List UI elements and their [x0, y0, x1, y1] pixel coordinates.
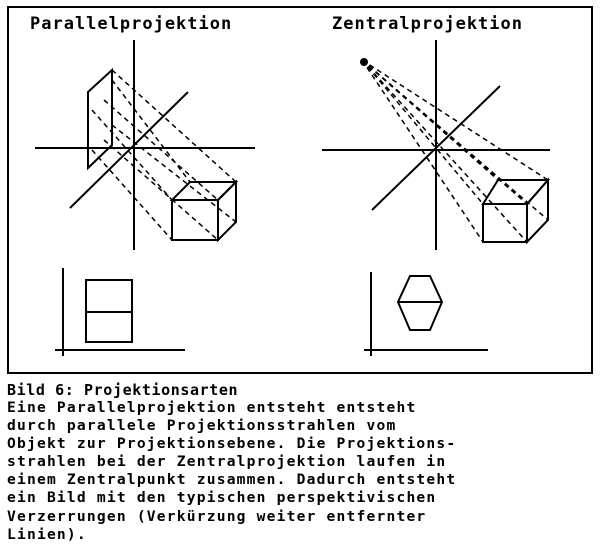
parallel-projection-title: Parallelprojektion	[30, 14, 233, 34]
caption-line-7: Verzerrungen (Verkürzung weiter entfernter	[7, 507, 427, 525]
caption-line-6: ein Bild mit den typischen perspektivischen	[7, 489, 437, 507]
central-cube	[483, 180, 548, 242]
central-axes	[322, 40, 550, 250]
caption-line-8: Linien).	[7, 525, 87, 543]
caption-line-4: strahlen bei der Zentralprojektion laufen in	[7, 453, 447, 471]
figure-caption	[7, 381, 599, 544]
caption-title: Bild 6: Projektionsarten	[7, 381, 239, 399]
central-point	[361, 59, 367, 65]
caption-line-3: Objekt zur Projektionsebene. Die Projektions-	[7, 435, 457, 453]
parallel-axes	[35, 40, 255, 250]
parallel-rays	[92, 70, 236, 240]
central-result-view	[364, 272, 488, 356]
caption-line-1: Eine Parallelprojektion entsteht entsteht	[7, 399, 417, 416]
central-projection-title: Zentralprojektion	[332, 14, 523, 34]
parallel-result-view	[55, 268, 185, 356]
caption-line-2: durch parallele Projektionsstrahlen vom	[7, 417, 397, 435]
caption-line-5: einem Zentralpunkt zusammen. Dadurch entsteht	[7, 471, 457, 489]
parallel-cube	[172, 182, 236, 240]
